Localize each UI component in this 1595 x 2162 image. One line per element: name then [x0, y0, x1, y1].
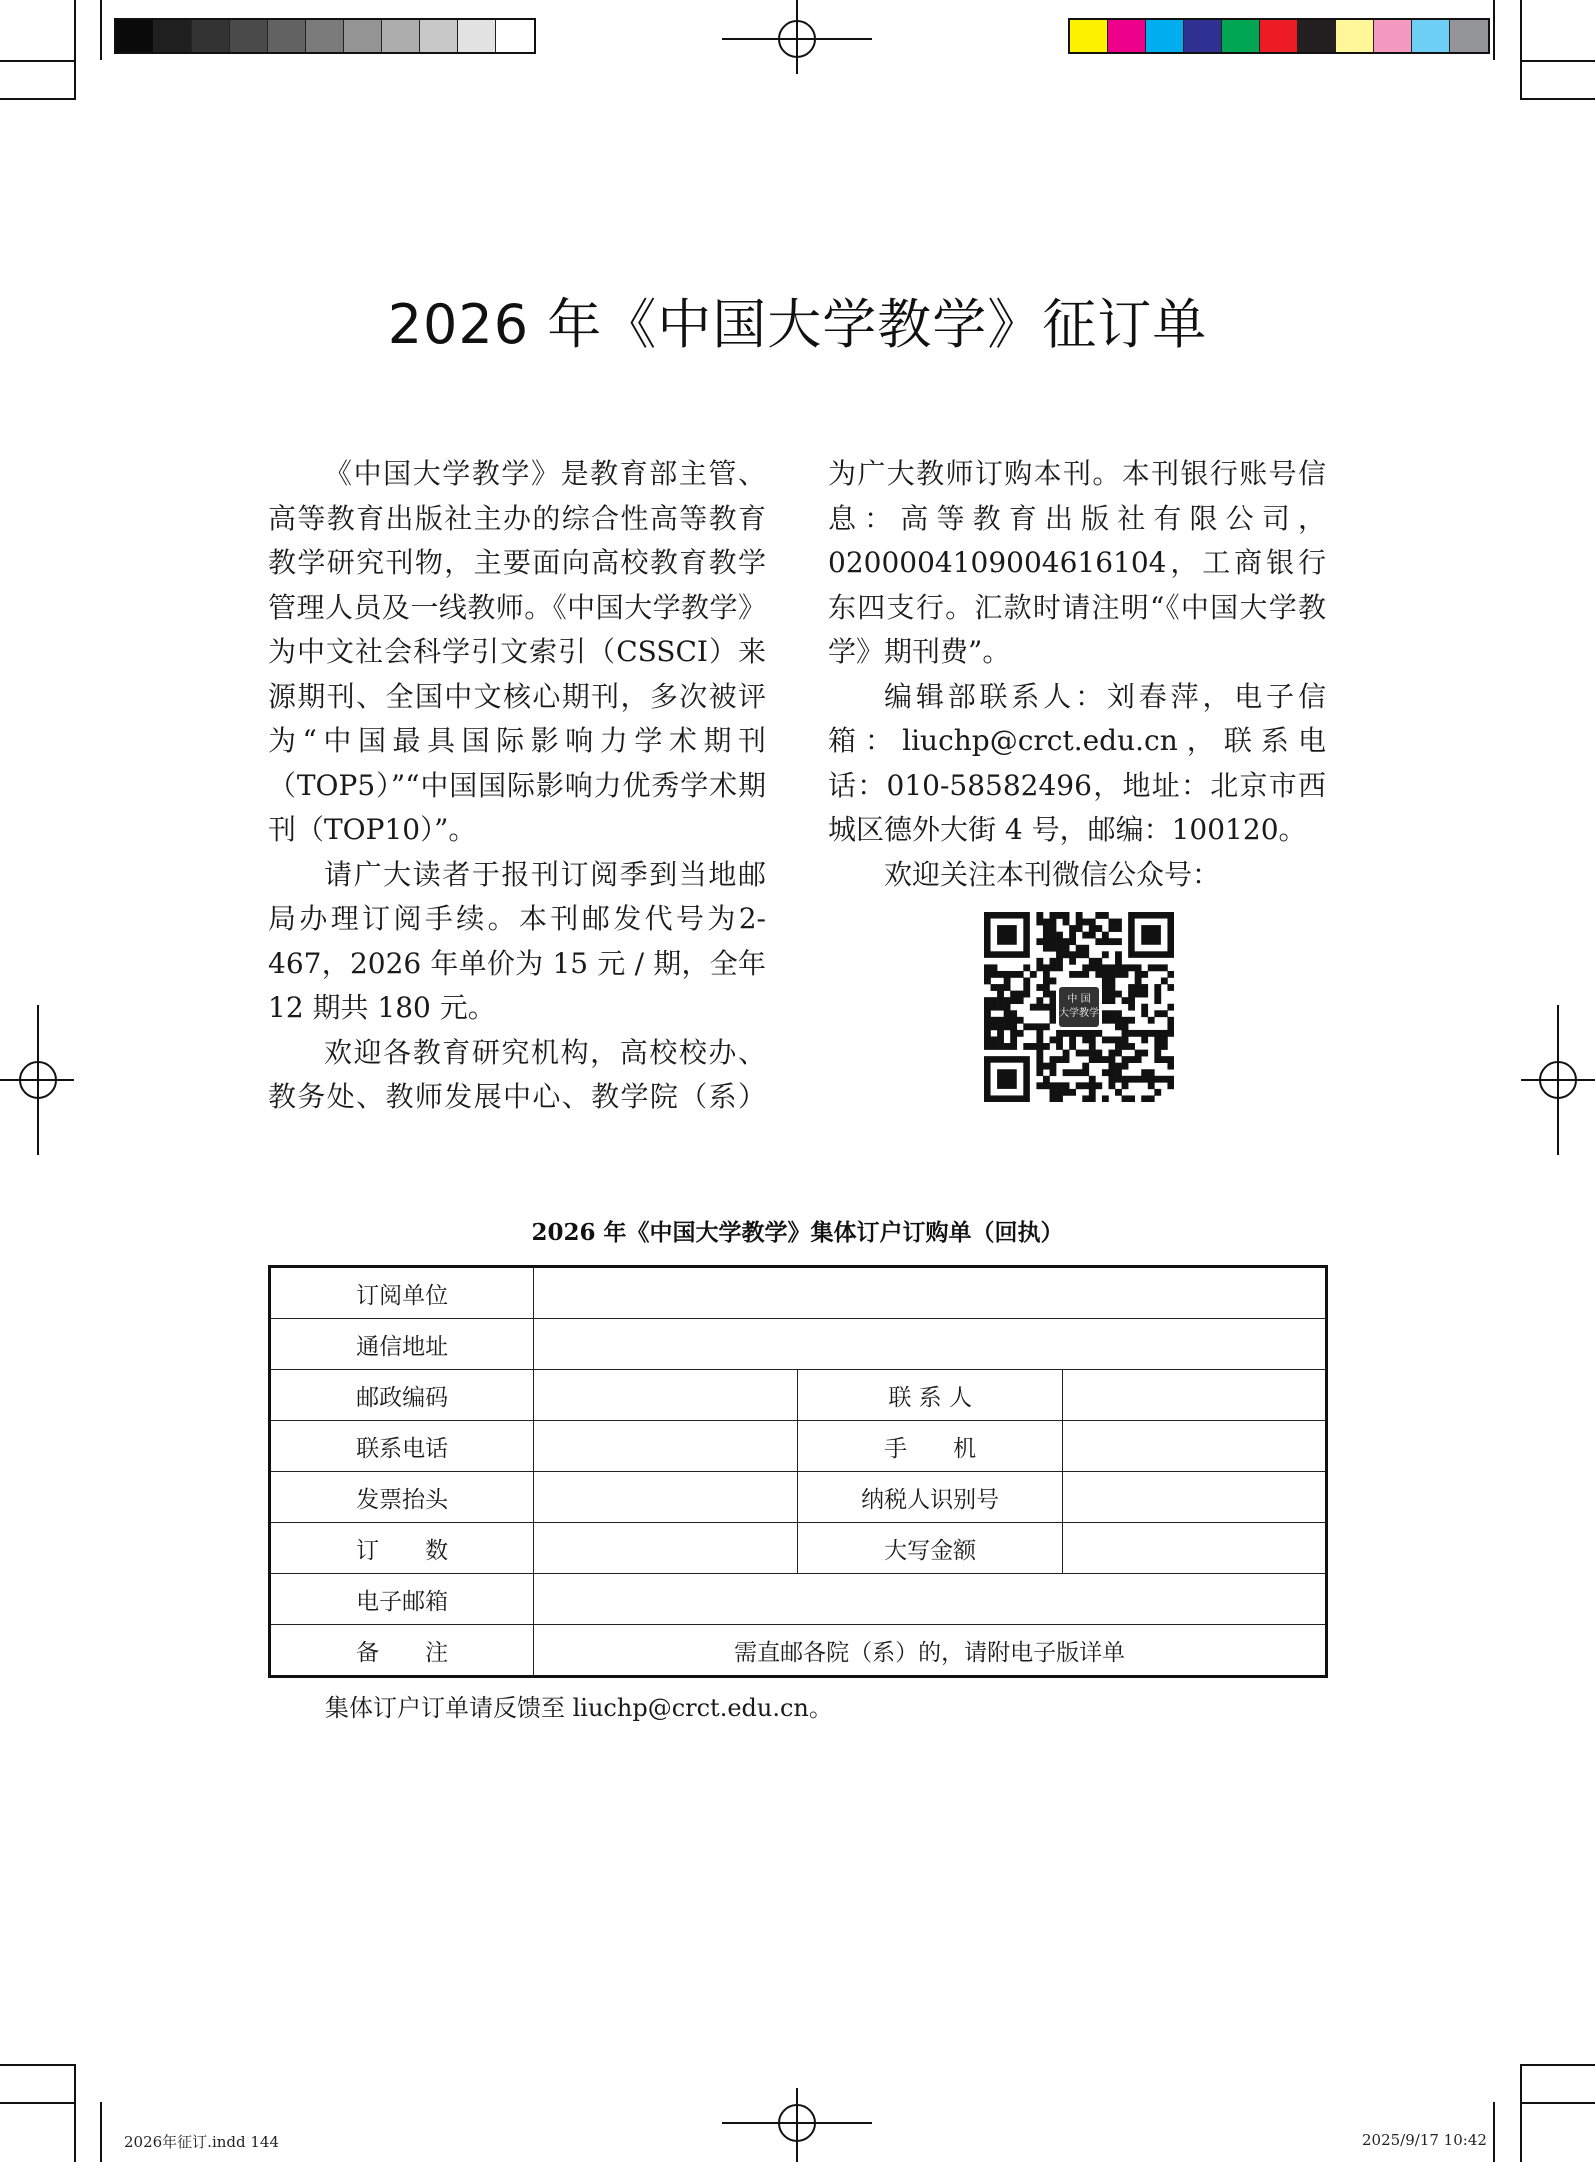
gray-swatch	[458, 20, 496, 52]
tax-id-label: 纳税人识别号	[798, 1472, 1062, 1523]
address-label: 通信地址	[270, 1319, 534, 1370]
registration-mark-right	[1539, 1061, 1577, 1099]
process-swatch	[1298, 20, 1336, 52]
gray-swatch	[306, 20, 344, 52]
process-swatch	[1146, 20, 1184, 52]
table-row	[270, 1267, 1327, 1319]
amount-label: 大写金额	[798, 1523, 1062, 1574]
table-row	[270, 1574, 1327, 1625]
gray-swatch	[116, 20, 154, 52]
qr-logo: 中 国 大学教学	[1056, 984, 1102, 1030]
phone-label: 联系电话	[270, 1421, 534, 1472]
postcode-label: 邮政编码	[270, 1370, 534, 1421]
form-footnote: 集体订户订单请反馈至 liuchp@crct.edu.cn。	[325, 1694, 833, 1722]
slug-file-info: 2026年征订.indd 144	[124, 2133, 280, 2151]
invoice-label: 发票抬头	[270, 1472, 534, 1523]
unit-field[interactable]	[534, 1267, 1327, 1319]
order-form-title: 2026 年《中国大学教学》集体订户订购单（回执）	[531, 1219, 1064, 1246]
contact-paragraph: 编辑部联系人：刘春萍，电子信箱：liuchp@crct.edu.cn，联系电话：010-58582496，地址：北京市西城区德外大街 4 号，邮编：100120。	[828, 679, 1326, 846]
mobile-label: 手 机	[798, 1421, 1062, 1472]
wechat-paragraph: 欢迎关注本刊微信公众号：	[884, 857, 1221, 891]
process-color-bar	[1068, 18, 1490, 54]
mobile-field[interactable]	[1062, 1421, 1326, 1472]
process-swatch	[1450, 20, 1488, 52]
table-row	[270, 1370, 1327, 1421]
registration-mark-top	[778, 20, 816, 58]
gray-swatch	[344, 20, 382, 52]
email-field[interactable]	[534, 1574, 1327, 1625]
slug-timestamp: 2025/9/17 10:42	[1362, 2131, 1487, 2149]
gray-swatch	[192, 20, 230, 52]
invoice-field[interactable]	[534, 1472, 798, 1523]
wechat-qr-code	[984, 912, 1174, 1102]
table-row	[270, 1472, 1327, 1523]
intro-paragraph: 《中国大学教学》是教育部主管、高等教育出版社主办的综合性高等教育教学研究刊物，主要面向高校教育教学管理人员及一线教师。《中国大学教学》为中文社会科学引文索引（CSSCI）来源期刊、全国中文核心期刊，多次被评为“中国最具国际影响力学术期刊（TOP5）”“中国国际影响力优秀学术期刊（TOP10）”。	[268, 457, 766, 846]
process-swatch	[1260, 20, 1298, 52]
postcode-field[interactable]	[534, 1370, 798, 1421]
gray-swatch	[268, 20, 306, 52]
gray-swatch	[420, 20, 458, 52]
registration-mark-left	[19, 1061, 57, 1099]
gray-swatch	[154, 20, 192, 52]
gray-color-bar	[114, 18, 536, 54]
table-row	[270, 1319, 1327, 1370]
order-form-table	[268, 1265, 1328, 1678]
table-row	[270, 1625, 1327, 1677]
quantity-label: 订 数	[270, 1523, 534, 1574]
process-swatch	[1184, 20, 1222, 52]
quantity-field[interactable]	[534, 1523, 798, 1574]
gray-swatch	[230, 20, 268, 52]
table-row	[270, 1421, 1327, 1472]
email-label: 电子邮箱	[270, 1574, 534, 1625]
left-column	[268, 452, 766, 1120]
process-swatch	[1336, 20, 1374, 52]
contact-label: 联 系 人	[798, 1370, 1062, 1421]
subscription-paragraph: 请广大读者于报刊订阅季到当地邮局办理订阅手续。本刊邮发代号为2-467，2026 年单价为 15 元 / 期，全年12 期共 180 元。	[268, 857, 766, 1024]
process-swatch	[1374, 20, 1412, 52]
address-field[interactable]	[534, 1319, 1327, 1370]
page-title: 2026 年《中国大学教学》征订单	[387, 293, 1208, 356]
contact-field[interactable]	[1062, 1370, 1326, 1421]
process-swatch	[1412, 20, 1450, 52]
gray-swatch	[496, 20, 534, 52]
unit-label: 订阅单位	[270, 1267, 534, 1319]
registration-mark-bottom	[778, 2104, 816, 2142]
amount-field[interactable]	[1062, 1523, 1326, 1574]
process-swatch	[1222, 20, 1260, 52]
remarks-label: 备 注	[270, 1625, 534, 1677]
institution-paragraph: 欢迎各教育研究机构，高校校办、教务处、教师发展中心、教学院（系）	[268, 1035, 766, 1113]
phone-field[interactable]	[534, 1421, 798, 1472]
tax-id-field[interactable]	[1062, 1472, 1326, 1523]
process-swatch	[1108, 20, 1146, 52]
process-swatch	[1070, 20, 1108, 52]
right-column	[828, 452, 1326, 897]
gray-swatch	[382, 20, 420, 52]
table-row	[270, 1523, 1327, 1574]
bank-paragraph: 为广大教师订购本刊。本刊银行账号信息：高等教育出版社有限公司，0200004109004616104，工商银行东四支行。汇款时请注明“《中国大学教学》期刊费”。	[828, 457, 1326, 668]
remarks-value: 需直邮各院（系）的，请附电子版详单	[534, 1625, 1327, 1677]
